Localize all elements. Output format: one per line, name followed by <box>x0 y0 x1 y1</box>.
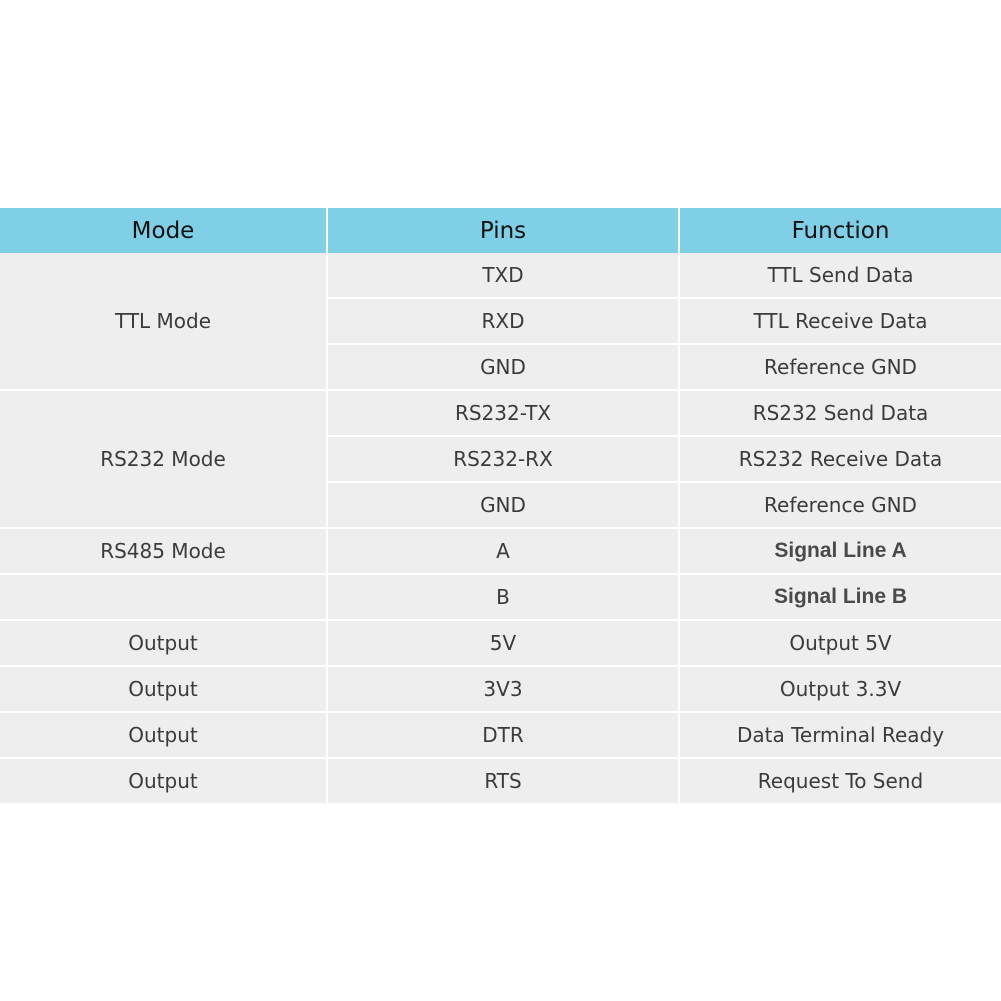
pin-cell: RXD <box>327 298 679 344</box>
mode-cell-rs485: RS485 Mode <box>0 528 327 574</box>
function-cell: TTL Receive Data <box>679 298 1001 344</box>
mode-cell-output: Output <box>0 666 327 712</box>
mode-cell-empty <box>0 574 327 620</box>
pin-cell: RS232-RX <box>327 436 679 482</box>
header-pins: Pins <box>327 208 679 253</box>
pin-cell: 5V <box>327 620 679 666</box>
pin-cell: GND <box>327 482 679 528</box>
mode-cell-output: Output <box>0 758 327 804</box>
pin-cell: RTS <box>327 758 679 804</box>
pin-cell: B <box>327 574 679 620</box>
function-cell: RS232 Receive Data <box>679 436 1001 482</box>
header-function: Function <box>679 208 1001 253</box>
table-row <box>0 666 1001 712</box>
pin-function-table <box>0 208 1001 805</box>
table-row <box>0 574 1001 620</box>
mode-cell-output: Output <box>0 620 327 666</box>
pin-cell: 3V3 <box>327 666 679 712</box>
function-cell: Output 5V <box>679 620 1001 666</box>
function-cell: TTL Send Data <box>679 253 1001 298</box>
function-cell: Signal Line A <box>679 528 1001 574</box>
pin-cell: GND <box>327 344 679 390</box>
pin-cell: DTR <box>327 712 679 758</box>
pin-cell: RS232-TX <box>327 390 679 436</box>
pin-cell: A <box>327 528 679 574</box>
mode-cell-output: Output <box>0 712 327 758</box>
function-cell: Reference GND <box>679 482 1001 528</box>
function-cell: RS232 Send Data <box>679 390 1001 436</box>
function-cell: Signal Line B <box>679 574 1001 620</box>
function-cell: Request To Send <box>679 758 1001 804</box>
mode-cell-rs232: RS232 Mode <box>0 390 327 528</box>
table-row <box>0 390 1001 436</box>
table-row <box>0 528 1001 574</box>
table-row <box>0 253 1001 298</box>
function-cell: Reference GND <box>679 344 1001 390</box>
table-row <box>0 712 1001 758</box>
table-row <box>0 620 1001 666</box>
table-row <box>0 758 1001 804</box>
table-header-row <box>0 208 1001 253</box>
function-cell: Output 3.3V <box>679 666 1001 712</box>
pin-cell: TXD <box>327 253 679 298</box>
mode-cell-ttl: TTL Mode <box>0 253 327 390</box>
header-mode: Mode <box>0 208 327 253</box>
function-cell: Data Terminal Ready <box>679 712 1001 758</box>
